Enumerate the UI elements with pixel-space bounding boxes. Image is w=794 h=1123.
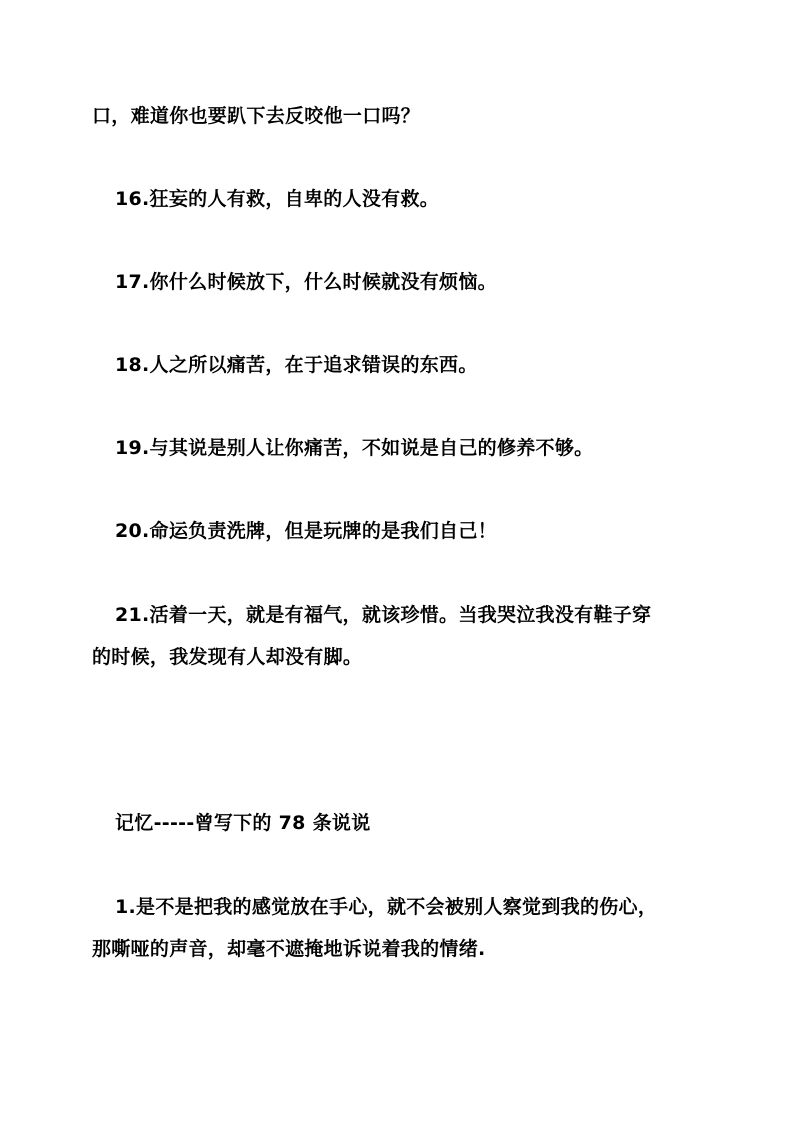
paragraph-line-continuation: 口，难道你也要趴下去反咬他一口吗？ [92,105,421,127]
section-item-1: 1.是不是把我的感觉放在手心，就不会被别人察觉到我的伤心， [115,896,658,918]
section-heading: 记忆-----曾写下的 78 条说说 [115,812,371,834]
quote-item-17: 17.你什么时候放下，什么时候就没有烦恼。 [115,271,497,293]
quote-item-21-continuation: 的时候，我发现有人却没有脚。 [92,646,363,668]
quote-item-21: 21.活着一天，就是有福气，就该珍惜。当我哭泣我没有鞋子穿 [115,604,652,626]
quote-item-20: 20.命运负责洗牌，但是玩牌的是我们自己！ [115,520,497,542]
quote-item-18: 18.人之所以痛苦，在于追求错误的东西。 [115,354,478,376]
quote-item-19: 19.与其说是别人让你痛苦，不如说是自己的修养不够。 [115,437,594,459]
quote-item-16: 16.狂妄的人有救，自卑的人没有救。 [115,188,440,210]
section-item-1-continuation: 那嘶哑的声音，却毫不遮掩地诉说着我的情绪. [92,938,486,960]
